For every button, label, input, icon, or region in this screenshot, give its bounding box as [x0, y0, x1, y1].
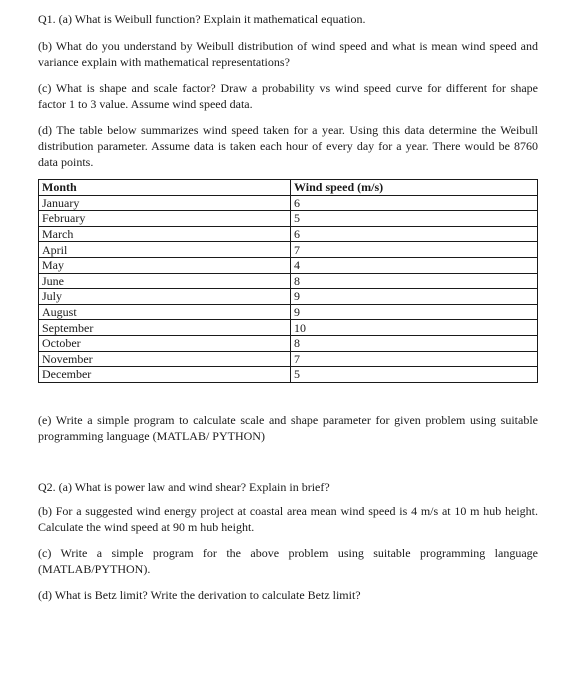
month-cell: July — [39, 289, 291, 305]
wind-speed-cell: 6 — [291, 195, 538, 211]
wind-speed-cell: 9 — [291, 289, 538, 305]
wind-speed-cell: 10 — [291, 320, 538, 336]
question-1d: (d) The table below summarizes wind speed taken for a year. Using this data determine the Weibull distribution parameter. Assume data is taken each hour of every day for a year. There would be 8760 data points. — [38, 123, 538, 169]
month-cell: September — [39, 320, 291, 336]
table-row — [39, 351, 538, 367]
question-1a: Q1. (a) What is Weibull function? Explain it mathematical equation. — [38, 12, 366, 26]
month-cell: May — [39, 257, 291, 273]
wind-speed-cell: 5 — [291, 211, 538, 227]
table-row — [39, 257, 538, 273]
question-2b: (b) For a suggested wind energy project at coastal area mean wind speed is 4 m/s at 10 m hub height. Calculate the wind speed at 90 m hub height. — [38, 504, 538, 534]
month-cell: March — [39, 226, 291, 242]
wind-speed-cell: 5 — [291, 367, 538, 383]
table-header-row — [39, 180, 538, 196]
wind-speed-cell: 8 — [291, 335, 538, 351]
wind-speed-cell: 9 — [291, 304, 538, 320]
question-1e: (e) Write a simple program to calculate scale and shape parameter for given problem using suitable programming language (MATLAB/ PYTHON) — [38, 413, 538, 443]
wind-speed-table — [38, 179, 538, 383]
table-row — [39, 367, 538, 383]
month-cell: April — [39, 242, 291, 258]
table-row — [39, 226, 538, 242]
wind-speed-column-header: Wind speed (m/s) — [291, 180, 538, 196]
table-row — [39, 211, 538, 227]
table-row — [39, 289, 538, 305]
wind-speed-cell: 7 — [291, 242, 538, 258]
table-body — [39, 195, 538, 382]
table-row — [39, 320, 538, 336]
wind-speed-cell: 6 — [291, 226, 538, 242]
question-2d: (d) What is Betz limit? Write the derivation to calculate Betz limit? — [38, 588, 361, 602]
table-row — [39, 273, 538, 289]
month-cell: November — [39, 351, 291, 367]
question-1b: (b) What do you understand by Weibull distribution of wind speed and what is mean wind speed and variance explain with mathematical representations? — [38, 39, 538, 69]
month-cell: January — [39, 195, 291, 211]
question-2a: Q2. (a) What is power law and wind shear? Explain in brief? — [38, 480, 330, 494]
month-cell: December — [39, 367, 291, 383]
table-row — [39, 304, 538, 320]
wind-speed-cell: 7 — [291, 351, 538, 367]
wind-speed-cell: 4 — [291, 257, 538, 273]
wind-speed-cell: 8 — [291, 273, 538, 289]
question-1c: (c) What is shape and scale factor? Draw a probability vs wind speed curve for different for shape factor 1 to 3 value. Assume wind speed data. — [38, 81, 538, 111]
table-row — [39, 195, 538, 211]
month-column-header: Month — [39, 180, 291, 196]
table-row — [39, 242, 538, 258]
month-cell: June — [39, 273, 291, 289]
table-row — [39, 335, 538, 351]
month-cell: October — [39, 335, 291, 351]
question-2c: (c) Write a simple program for the above problem using suitable programming language (MATLAB/PYTHON). — [38, 546, 538, 576]
month-cell: August — [39, 304, 291, 320]
month-cell: February — [39, 211, 291, 227]
